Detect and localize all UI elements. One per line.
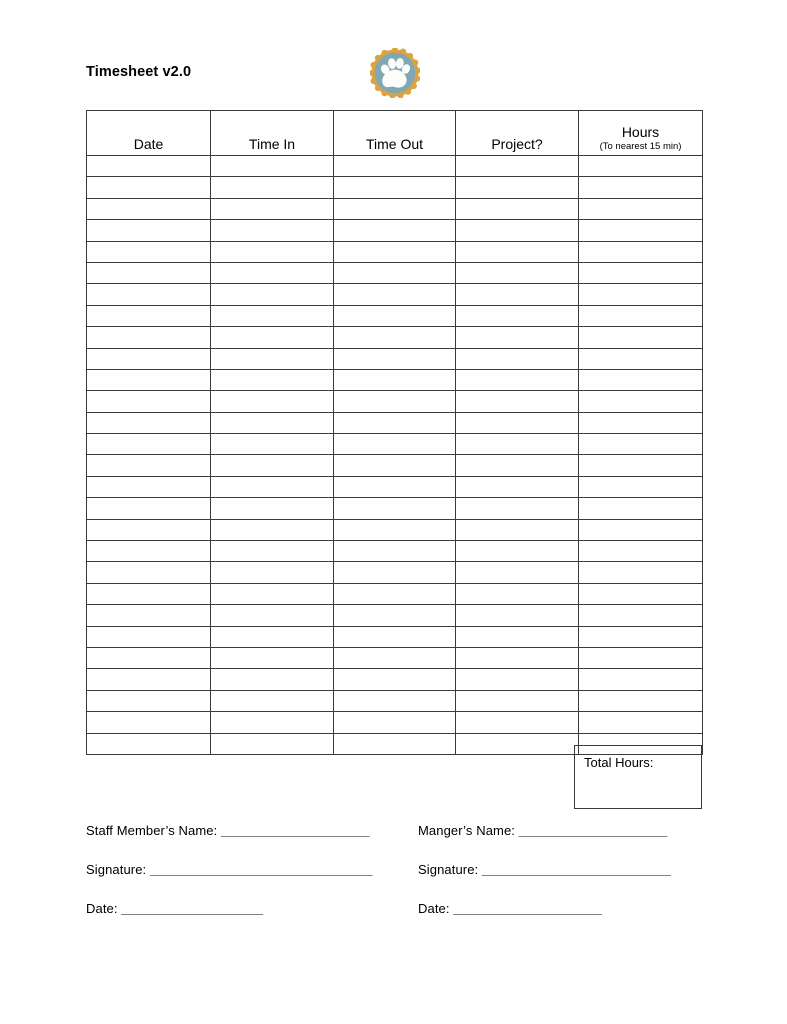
cell-time_in[interactable]: [211, 220, 334, 241]
table-row: [87, 562, 703, 583]
staff-date-label: Date:: [86, 901, 118, 916]
cell-time_out[interactable]: [334, 391, 456, 412]
cell-date[interactable]: [87, 262, 211, 283]
column-header-hours-label: Hours: [621, 123, 660, 140]
cell-date[interactable]: [87, 541, 211, 562]
cell-time_out[interactable]: [334, 327, 456, 348]
cell-project[interactable]: [456, 391, 579, 412]
staff-signature-blank: _________________________________: [149, 862, 372, 877]
cell-hours[interactable]: [579, 434, 703, 455]
manager-date-label: Date:: [418, 901, 450, 916]
cell-project[interactable]: [456, 241, 579, 262]
cell-date[interactable]: [87, 647, 211, 668]
cell-date[interactable]: [87, 156, 211, 177]
cell-project[interactable]: [456, 198, 579, 219]
cell-project[interactable]: [456, 733, 579, 754]
cell-time_out[interactable]: [334, 498, 456, 519]
cell-time_out[interactable]: [334, 562, 456, 583]
staff-name-blank: ______________________: [220, 823, 370, 838]
table-row: [87, 434, 703, 455]
table-row: [87, 220, 703, 241]
cell-date[interactable]: [87, 305, 211, 326]
table-row: [87, 305, 703, 326]
staff-signature-field[interactable]: [86, 863, 372, 877]
table-row: [87, 177, 703, 198]
cell-project[interactable]: [456, 541, 579, 562]
cell-time_out[interactable]: [334, 605, 456, 626]
table-row: [87, 690, 703, 711]
cell-hours[interactable]: [579, 541, 703, 562]
cell-hours[interactable]: [579, 712, 703, 733]
cell-time_out[interactable]: [334, 647, 456, 668]
cell-time_in[interactable]: [211, 198, 334, 219]
table-row: [87, 498, 703, 519]
cell-time_out[interactable]: [334, 262, 456, 283]
column-header-time-in: [211, 111, 334, 156]
cell-time_out[interactable]: [334, 198, 456, 219]
column-header-hours: [579, 111, 703, 156]
cell-time_in[interactable]: [211, 519, 334, 540]
cell-time_out[interactable]: [334, 476, 456, 497]
cell-project[interactable]: [456, 712, 579, 733]
cell-hours[interactable]: [579, 220, 703, 241]
cell-hours[interactable]: [579, 177, 703, 198]
cell-date[interactable]: [87, 412, 211, 433]
cell-time_out[interactable]: [334, 519, 456, 540]
cell-time_in[interactable]: [211, 284, 334, 305]
table-row: [87, 583, 703, 604]
cell-hours[interactable]: [579, 605, 703, 626]
cell-time_out[interactable]: [334, 434, 456, 455]
cell-hours[interactable]: [579, 476, 703, 497]
cell-time_in[interactable]: [211, 498, 334, 519]
cell-time_in[interactable]: [211, 690, 334, 711]
cell-hours[interactable]: [579, 327, 703, 348]
cell-date[interactable]: [87, 690, 211, 711]
column-header-date: [87, 111, 211, 156]
manager-signature-label: Signature:: [418, 862, 479, 877]
table-row: [87, 519, 703, 540]
table-row: [87, 262, 703, 283]
footer-row-dates: [86, 902, 706, 941]
cell-time_in[interactable]: [211, 669, 334, 690]
table-row: [87, 455, 703, 476]
cell-time_in[interactable]: [211, 733, 334, 754]
cell-hours[interactable]: [579, 262, 703, 283]
cell-time_in[interactable]: [211, 476, 334, 497]
manager-name-label: Manger’s Name:: [418, 823, 516, 838]
column-header-time-out-label: Time Out: [365, 135, 424, 152]
table-row: [87, 241, 703, 262]
cell-project[interactable]: [456, 626, 579, 647]
cell-hours[interactable]: [579, 455, 703, 476]
cell-date[interactable]: [87, 434, 211, 455]
cell-time_out[interactable]: [334, 156, 456, 177]
cell-date[interactable]: [87, 712, 211, 733]
column-header-date-label: Date: [133, 135, 164, 152]
cell-project[interactable]: [456, 284, 579, 305]
staff-signature-label: Signature:: [86, 862, 147, 877]
cell-time_out[interactable]: [334, 733, 456, 754]
cell-time_in[interactable]: [211, 583, 334, 604]
cell-date[interactable]: [87, 519, 211, 540]
cell-time_out[interactable]: [334, 284, 456, 305]
cell-project[interactable]: [456, 605, 579, 626]
cell-time_out[interactable]: [334, 220, 456, 241]
cell-time_in[interactable]: [211, 541, 334, 562]
cell-date[interactable]: [87, 476, 211, 497]
cell-hours[interactable]: [579, 369, 703, 390]
cell-time_out[interactable]: [334, 669, 456, 690]
cell-date[interactable]: [87, 562, 211, 583]
table-row: [87, 198, 703, 219]
cell-project[interactable]: [456, 455, 579, 476]
table-header-row: [87, 111, 703, 156]
cell-hours[interactable]: [579, 391, 703, 412]
cell-time_in[interactable]: [211, 712, 334, 733]
cell-time_in[interactable]: [211, 327, 334, 348]
cell-project[interactable]: [456, 498, 579, 519]
cell-time_out[interactable]: [334, 626, 456, 647]
cell-hours[interactable]: [579, 669, 703, 690]
footer-row-signatures: [86, 863, 706, 902]
cell-project[interactable]: [456, 177, 579, 198]
cell-hours[interactable]: [579, 583, 703, 604]
column-header-project-label: Project?: [491, 135, 543, 152]
cell-time_in[interactable]: [211, 562, 334, 583]
footer-row-names: [86, 824, 706, 863]
cell-project[interactable]: [456, 519, 579, 540]
cell-hours[interactable]: [579, 562, 703, 583]
cell-time_in[interactable]: [211, 605, 334, 626]
cell-time_in[interactable]: [211, 412, 334, 433]
cell-date[interactable]: [87, 241, 211, 262]
cell-time_out[interactable]: [334, 690, 456, 711]
cell-date[interactable]: [87, 498, 211, 519]
column-header-project: [456, 111, 579, 156]
cell-date[interactable]: [87, 348, 211, 369]
staff-name-label: Staff Member’s Name:: [86, 823, 218, 838]
cell-time_out[interactable]: [334, 583, 456, 604]
table-row: [87, 541, 703, 562]
table-row: [87, 476, 703, 497]
cell-hours[interactable]: [579, 626, 703, 647]
cell-date[interactable]: [87, 669, 211, 690]
cell-time_out[interactable]: [334, 412, 456, 433]
timesheet-table-body: [87, 156, 703, 755]
cell-hours[interactable]: [579, 156, 703, 177]
column-header-time-in-label: Time In: [248, 135, 296, 152]
cell-date[interactable]: [87, 327, 211, 348]
cell-hours[interactable]: [579, 498, 703, 519]
cell-hours[interactable]: [579, 241, 703, 262]
cell-time_in[interactable]: [211, 262, 334, 283]
table-row: [87, 647, 703, 668]
cell-time_out[interactable]: [334, 241, 456, 262]
cell-time_in[interactable]: [211, 241, 334, 262]
table-row: [87, 327, 703, 348]
table-row: [87, 669, 703, 690]
cell-hours[interactable]: [579, 519, 703, 540]
staff-date-blank: _____________________: [121, 901, 263, 916]
cell-hours[interactable]: [579, 284, 703, 305]
cell-project[interactable]: [456, 156, 579, 177]
signature-footer: [86, 824, 706, 941]
cell-time_out[interactable]: [334, 455, 456, 476]
timesheet-table: [86, 110, 703, 755]
cell-time_out[interactable]: [334, 712, 456, 733]
cell-project[interactable]: [456, 220, 579, 241]
cell-hours[interactable]: [579, 412, 703, 433]
cell-project[interactable]: [456, 690, 579, 711]
cell-time_in[interactable]: [211, 626, 334, 647]
manager-date-blank: ______________________: [453, 901, 602, 916]
column-header-time-out: [334, 111, 456, 156]
table-row: [87, 712, 703, 733]
cell-date[interactable]: [87, 220, 211, 241]
cell-time_in[interactable]: [211, 348, 334, 369]
cell-project[interactable]: [456, 348, 579, 369]
manager-name-blank: ______________________: [518, 823, 667, 838]
cell-time_in[interactable]: [211, 391, 334, 412]
table-row: [87, 156, 703, 177]
manager-name-field[interactable]: [418, 824, 667, 838]
cell-time_in[interactable]: [211, 177, 334, 198]
cell-hours[interactable]: [579, 348, 703, 369]
cell-project[interactable]: [456, 476, 579, 497]
cell-date[interactable]: [87, 626, 211, 647]
total-hours-box[interactable]: [574, 745, 702, 809]
cell-time_in[interactable]: [211, 305, 334, 326]
cell-time_out[interactable]: [334, 541, 456, 562]
cell-date[interactable]: [87, 369, 211, 390]
cell-date[interactable]: [87, 177, 211, 198]
cell-date[interactable]: [87, 455, 211, 476]
cell-time_in[interactable]: [211, 434, 334, 455]
cell-date[interactable]: [87, 391, 211, 412]
paw-print-logo: [370, 48, 420, 98]
table-row: [87, 626, 703, 647]
cell-time_in[interactable]: [211, 455, 334, 476]
cell-project[interactable]: [456, 369, 579, 390]
cell-project[interactable]: [456, 305, 579, 326]
table-row: [87, 605, 703, 626]
staff-date-field[interactable]: [86, 902, 263, 916]
column-header-hours-sublabel: (To nearest 15 min): [599, 140, 682, 152]
cell-date[interactable]: [87, 733, 211, 754]
cell-project[interactable]: [456, 262, 579, 283]
manager-signature-field[interactable]: [418, 863, 670, 877]
cell-project[interactable]: [456, 412, 579, 433]
table-row: [87, 412, 703, 433]
cell-project[interactable]: [456, 562, 579, 583]
cell-hours[interactable]: [579, 198, 703, 219]
cell-time_in[interactable]: [211, 369, 334, 390]
cell-project[interactable]: [456, 583, 579, 604]
cell-time_in[interactable]: [211, 156, 334, 177]
manager-signature-blank: ____________________________: [481, 862, 671, 877]
cell-project[interactable]: [456, 434, 579, 455]
cell-date[interactable]: [87, 284, 211, 305]
table-row: [87, 391, 703, 412]
cell-hours[interactable]: [579, 305, 703, 326]
cell-time_out[interactable]: [334, 305, 456, 326]
cell-date[interactable]: [87, 605, 211, 626]
cell-time_out[interactable]: [334, 369, 456, 390]
total-hours-label: Total Hours:: [584, 755, 654, 770]
cell-project[interactable]: [456, 647, 579, 668]
cell-project[interactable]: [456, 669, 579, 690]
cell-time_out[interactable]: [334, 348, 456, 369]
cell-date[interactable]: [87, 583, 211, 604]
table-row: [87, 369, 703, 390]
cell-hours[interactable]: [579, 690, 703, 711]
page-title: Timesheet v2.0: [86, 64, 192, 80]
staff-name-field[interactable]: [86, 824, 369, 838]
table-row: [87, 348, 703, 369]
cell-project[interactable]: [456, 327, 579, 348]
table-row: [87, 284, 703, 305]
manager-date-field[interactable]: [418, 902, 601, 916]
cell-time_in[interactable]: [211, 647, 334, 668]
cell-date[interactable]: [87, 198, 211, 219]
cell-time_out[interactable]: [334, 177, 456, 198]
cell-hours[interactable]: [579, 647, 703, 668]
